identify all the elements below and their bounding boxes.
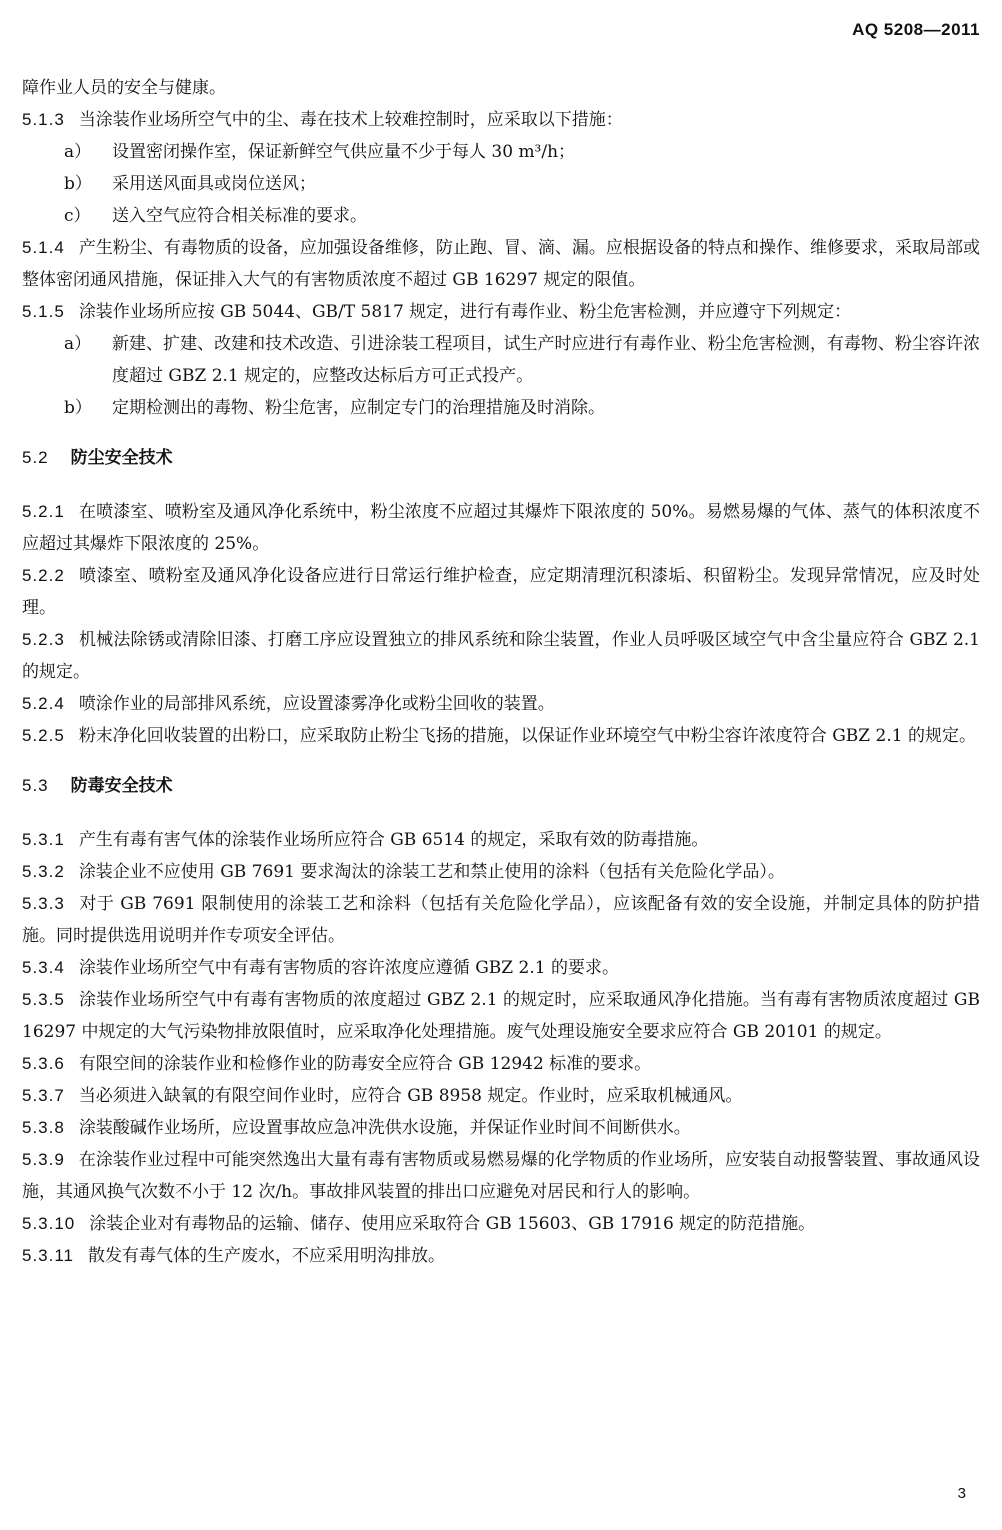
list-item xyxy=(22,392,980,424)
list-item xyxy=(22,168,980,200)
list-text: 设置密闭操作室，保证新鲜空气供应量不少于每人 30 m³/h； xyxy=(112,142,576,162)
list-label: a） xyxy=(64,334,92,354)
clause-5-3-5 xyxy=(22,984,980,1048)
section-heading-5-3 xyxy=(22,770,980,802)
section-heading-5-2 xyxy=(22,442,980,474)
paragraph-continuation: 障作业人员的安全与健康。 xyxy=(22,78,226,98)
section-number: 5.3 xyxy=(22,776,49,795)
clause-5-3-2 xyxy=(22,856,980,888)
clause-text: 涂装作业场所空气中有毒有害物质的浓度超过 GBZ 2.1 的规定时，应采取通风净化措施。当有毒有害物质浓度超过 GB 16297 中规定的大气污染物排放限值时，应采取净化处理措施。废气处理设施安全要求应符合 GB 20101 的规定。 xyxy=(22,990,980,1042)
clause-5-2-4 xyxy=(22,688,980,720)
clause-5-3-4 xyxy=(22,952,980,984)
clause-text: 机械法除锈或清除旧漆、打磨工序应设置独立的排风系统和除尘装置，作业人员呼吸区域空气中含尘量应符合 GBZ 2.1 的规定。 xyxy=(22,630,980,682)
clause-text: 产生有毒有害气体的涂装作业场所应符合 GB 6514 的规定，采取有效的防毒措施。 xyxy=(78,830,709,850)
clause-text: 在涂装作业过程中可能突然逸出大量有毒有害物质或易燃易爆的化学物质的作业场所，应安装自动报警装置、事故通风设施，其通风换气次数不小于 12 次/h。事故排风装置的排出口应避免对居民和行人的影响。 xyxy=(22,1150,980,1202)
clause-number: 5.3.3 xyxy=(22,894,65,913)
clause-5-3-9 xyxy=(22,1144,980,1208)
clause-number: 5.3.4 xyxy=(22,958,65,977)
clause-number: 5.3.11 xyxy=(22,1246,75,1265)
clause-text: 当必须进入缺氧的有限空间作业时，应符合 GB 8958 规定。作业时，应采取机械通风。 xyxy=(78,1086,743,1106)
clause-5-3-6 xyxy=(22,1048,980,1080)
clause-number: 5.3.9 xyxy=(22,1150,65,1169)
clause-text: 对于 GB 7691 限制使用的涂装工艺和涂料（包括有关危险化学品），应该配备有效的安全设施，并制定具体的防护措施。同时提供选用说明并作专项安全评估。 xyxy=(22,894,980,946)
section-number: 5.2 xyxy=(22,448,49,467)
clause-number: 5.2.1 xyxy=(22,502,65,521)
clause-number: 5.2.2 xyxy=(22,566,65,585)
clause-number: 5.2.5 xyxy=(22,726,65,745)
clause-number: 5.3.8 xyxy=(22,1118,65,1137)
list-text: 定期检测出的毒物、粉尘危害，应制定专门的治理措施及时消除。 xyxy=(112,398,605,418)
clause-5-2-5 xyxy=(22,720,980,752)
clause-text: 涂装企业不应使用 GB 7691 要求淘汰的涂装工艺和禁止使用的涂料（包括有关危险化学品）。 xyxy=(78,862,785,882)
clause-text: 涂装作业场所空气中有毒有害物质的容许浓度应遵循 GBZ 2.1 的要求。 xyxy=(78,958,619,978)
clause-number: 5.1.5 xyxy=(22,302,65,321)
clause-5-2-3 xyxy=(22,624,980,688)
clause-5-1-5 xyxy=(22,296,980,328)
clause-number: 5.1.3 xyxy=(22,110,65,129)
clause-text: 散发有毒气体的生产废水，不应采用明沟排放。 xyxy=(88,1246,446,1266)
clause-text: 涂装企业对有毒物品的运输、储存、使用应采取符合 GB 15603、GB 17916 规定的防范措施。 xyxy=(89,1214,816,1234)
clause-5-3-8 xyxy=(22,1112,980,1144)
list-text: 送入空气应符合相关标准的要求。 xyxy=(112,206,367,226)
clause-number: 5.3.1 xyxy=(22,830,65,849)
clause-5-1-3 xyxy=(22,104,980,136)
clause-5-3-3 xyxy=(22,888,980,952)
clause-5-3-11 xyxy=(22,1240,980,1272)
clause-5-2-2 xyxy=(22,560,980,624)
clause-text: 粉末净化回收装置的出粉口，应采取防止粉尘飞扬的措施，以保证作业环境空气中粉尘容许浓度符合 GBZ 2.1 的规定。 xyxy=(78,726,976,746)
clause-5-3-10 xyxy=(22,1208,980,1240)
clause-number: 5.1.4 xyxy=(22,238,65,257)
list-label: b） xyxy=(64,174,92,194)
clause-text: 喷漆室、喷粉室及通风净化设备应进行日常运行维护检查，应定期清理沉积漆垢、积留粉尘。发现异常情况，应及时处理。 xyxy=(22,566,980,618)
section-title: 防尘安全技术 xyxy=(70,448,173,468)
document-body xyxy=(22,72,980,1272)
list-text: 采用送风面具或岗位送风； xyxy=(112,174,316,194)
clause-number: 5.2.3 xyxy=(22,630,65,649)
clause-text: 在喷漆室、喷粉室及通风净化系统中，粉尘浓度不应超过其爆炸下限浓度的 50%。易燃易爆的气体、蒸气的体积浓度不应超过其爆炸下限浓度的 25%。 xyxy=(22,502,980,554)
list-label: a） xyxy=(64,142,92,162)
list-label: c） xyxy=(64,206,91,226)
clause-text: 涂装酸碱作业场所，应设置事故应急冲洗供水设施，并保证作业时间不间断供水。 xyxy=(78,1118,691,1138)
clause-number: 5.3.6 xyxy=(22,1054,65,1073)
clause-number: 5.3.7 xyxy=(22,1086,65,1105)
list-item xyxy=(22,200,980,232)
clause-5-3-7 xyxy=(22,1080,980,1112)
clause-number: 5.3.2 xyxy=(22,862,65,881)
clause-number: 5.3.10 xyxy=(22,1214,76,1233)
clause-text: 有限空间的涂装作业和检修作业的防毒安全应符合 GB 12942 标准的要求。 xyxy=(78,1054,652,1074)
list-item xyxy=(22,136,980,168)
section-title: 防毒安全技术 xyxy=(70,776,173,796)
clause-number: 5.3.5 xyxy=(22,990,65,1009)
list-label: b） xyxy=(64,398,92,418)
clause-text: 当涂装作业场所空气中的尘、毒在技术上较难控制时，应采取以下措施： xyxy=(78,110,623,130)
list-text: 新建、扩建、改建和技术改造、引进涂装工程项目，试生产时应进行有毒作业、粉尘危害检测，有毒物、粉尘容许浓度超过 GBZ 2.1 规定的，应整改达标后方可正式投产。 xyxy=(112,334,980,386)
clause-5-3-1 xyxy=(22,824,980,856)
clause-5-1-4 xyxy=(22,232,980,296)
clause-number: 5.2.4 xyxy=(22,694,65,713)
clause-text: 产生粉尘、有毒物质的设备，应加强设备维修，防止跑、冒、滴、漏。应根据设备的特点和操作、维修要求，采取局部或整体密闭通风措施，保证排入大气的有害物质浓度不超过 GB 16297 规定的限值。 xyxy=(22,238,980,290)
clause-text: 喷涂作业的局部排风系统，应设置漆雾净化或粉尘回收的装置。 xyxy=(78,694,555,714)
clause-text: 涂装作业场所应按 GB 5044、GB/T 5817 规定，进行有毒作业、粉尘危害检测，并应遵守下列规定： xyxy=(78,302,852,322)
list-item xyxy=(22,328,980,392)
clause-5-2-1 xyxy=(22,496,980,560)
standard-code: AQ 5208—2011 xyxy=(852,20,980,39)
page-number: 3 xyxy=(957,1485,966,1502)
